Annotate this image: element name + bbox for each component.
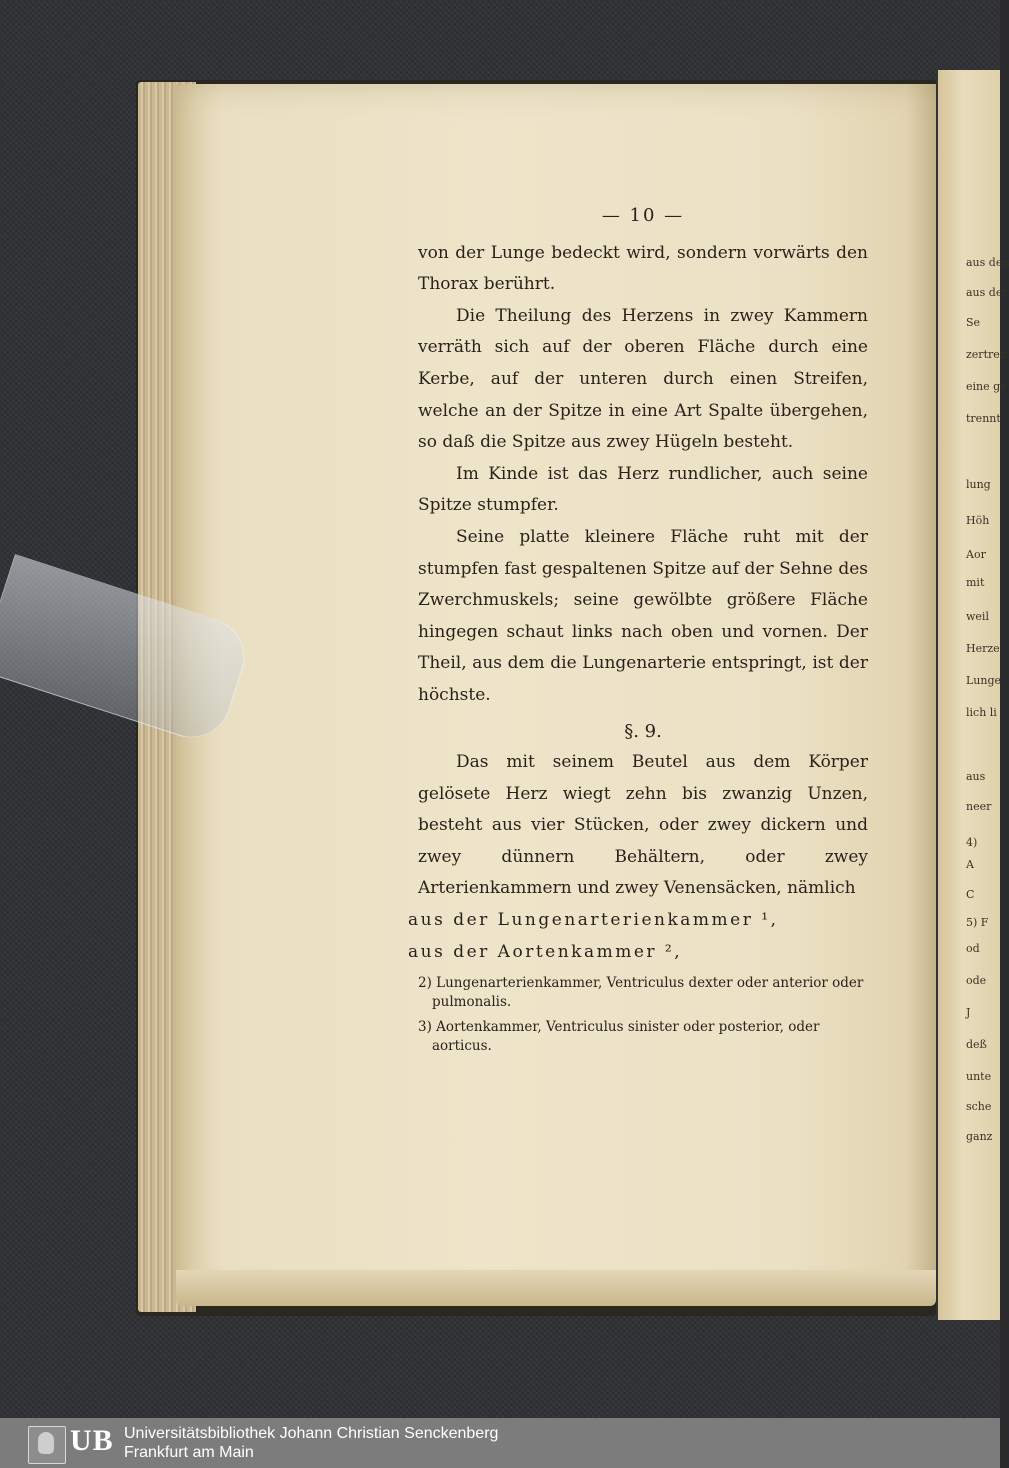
- adjacent-page-fragment: A: [966, 858, 974, 871]
- paragraph-4: Seine platte kleinere Fläche ruht mit der stumpfen fast gespaltenen Spitze auf der Sehne des Zwerchmuskels; seine gewölbte größere Fläche hingegen schaut links nach oben und vornen. Der Theil, aus dem die Lungenarterie entspringt, ist der höchste.: [418, 526, 868, 705]
- adjacent-page-fragment: Aor: [966, 548, 986, 561]
- footnotes: [418, 974, 868, 1056]
- paragraph-2: Die Theilung des Herzens in zwey Kammern verräth sich auf der oberen Fläche durch eine Kerbe, auf der unteren durch einen Streifen, welche an der Spitze in eine Art Spalte übergehen, so daß die Spitze aus zwey Hügeln besteht.: [418, 305, 868, 453]
- adjacent-page-fragment: ode: [966, 974, 987, 987]
- adjacent-page-fragment: Höh: [966, 514, 990, 527]
- library-logo-text: UB: [70, 1424, 114, 1457]
- adjacent-page-fragment: eine ge: [966, 380, 1007, 393]
- footnote-2: 3) Aortenkammer, Ventriculus sinister oder posterior, oder aorticus.: [418, 1019, 820, 1055]
- adjacent-page-fragment: Herze: [966, 642, 1000, 655]
- adjacent-page-fragment: neer: [966, 800, 992, 813]
- adjacent-page-fragment: lung: [966, 478, 991, 491]
- adjacent-page-fragment: Se: [966, 316, 981, 329]
- library-logo-icon: [28, 1426, 66, 1464]
- adjacent-page-fragment: deß: [966, 1038, 987, 1051]
- institution-name: Universitätsbibliothek Johann Christian Senckenberg: [124, 1425, 499, 1442]
- library-footer: [0, 1418, 1000, 1468]
- adjacent-page-fragment: 5) F: [966, 916, 989, 929]
- paragraph-3: Im Kinde ist das Herz rundlicher, auch seine Spitze stumpfer.: [418, 463, 868, 516]
- list-item-2: aus der Aortenkammer ²,: [408, 941, 683, 962]
- page-number: — 10 —: [601, 205, 685, 226]
- adjacent-page-fragment: aus der: [966, 286, 1008, 299]
- page-text: [408, 200, 868, 1060]
- adjacent-page-fragment: C: [966, 888, 975, 901]
- adjacent-page-fragment: weil: [966, 610, 989, 623]
- adjacent-page-fragment: aus den: [966, 256, 1009, 269]
- adjacent-page-fragment: zertren: [966, 348, 1007, 361]
- footnote-1: 2) Lungenarterienkammer, Ventriculus dexter oder anterior oder pulmonalis.: [418, 975, 864, 1011]
- list-item-1: aus der Lungenarterienkammer ¹,: [408, 910, 779, 931]
- section-heading: §. 9.: [624, 720, 662, 742]
- page-bottom-edge: [176, 1270, 936, 1306]
- section-paragraph: Das mit seinem Beutel aus dem Körper gelösete Herz wiegt zehn bis zwanzig Unzen, besteht aus vier Stücken, oder zwey dickern und zwey dünnern Behältern, oder zwey Arterienkammern und zwey Venensäcken, nämlich: [418, 752, 868, 899]
- institution-city: Frankfurt am Main: [124, 1444, 254, 1461]
- adjacent-page-fragment: ganz: [966, 1130, 993, 1143]
- adjacent-page-fragment: J: [966, 1006, 971, 1019]
- adjacent-page-fragment: lich li: [966, 706, 997, 719]
- adjacent-page-fragment: aus: [966, 770, 986, 783]
- adjacent-page: [938, 70, 1009, 1320]
- adjacent-page-fragment: 4): [966, 836, 978, 849]
- adjacent-page-fragment: Lunge: [966, 674, 1002, 687]
- adjacent-page-fragment: mit: [966, 576, 985, 589]
- adjacent-page-fragment: trennt: [966, 412, 1001, 425]
- adjacent-page-fragment: sche: [966, 1100, 992, 1113]
- adjacent-page-fragment: od: [966, 942, 980, 955]
- paragraph-1: von der Lunge bedeckt wird, sondern vorwärts den Thorax berührt.: [418, 242, 868, 295]
- adjacent-page-fragment: unte: [966, 1070, 992, 1083]
